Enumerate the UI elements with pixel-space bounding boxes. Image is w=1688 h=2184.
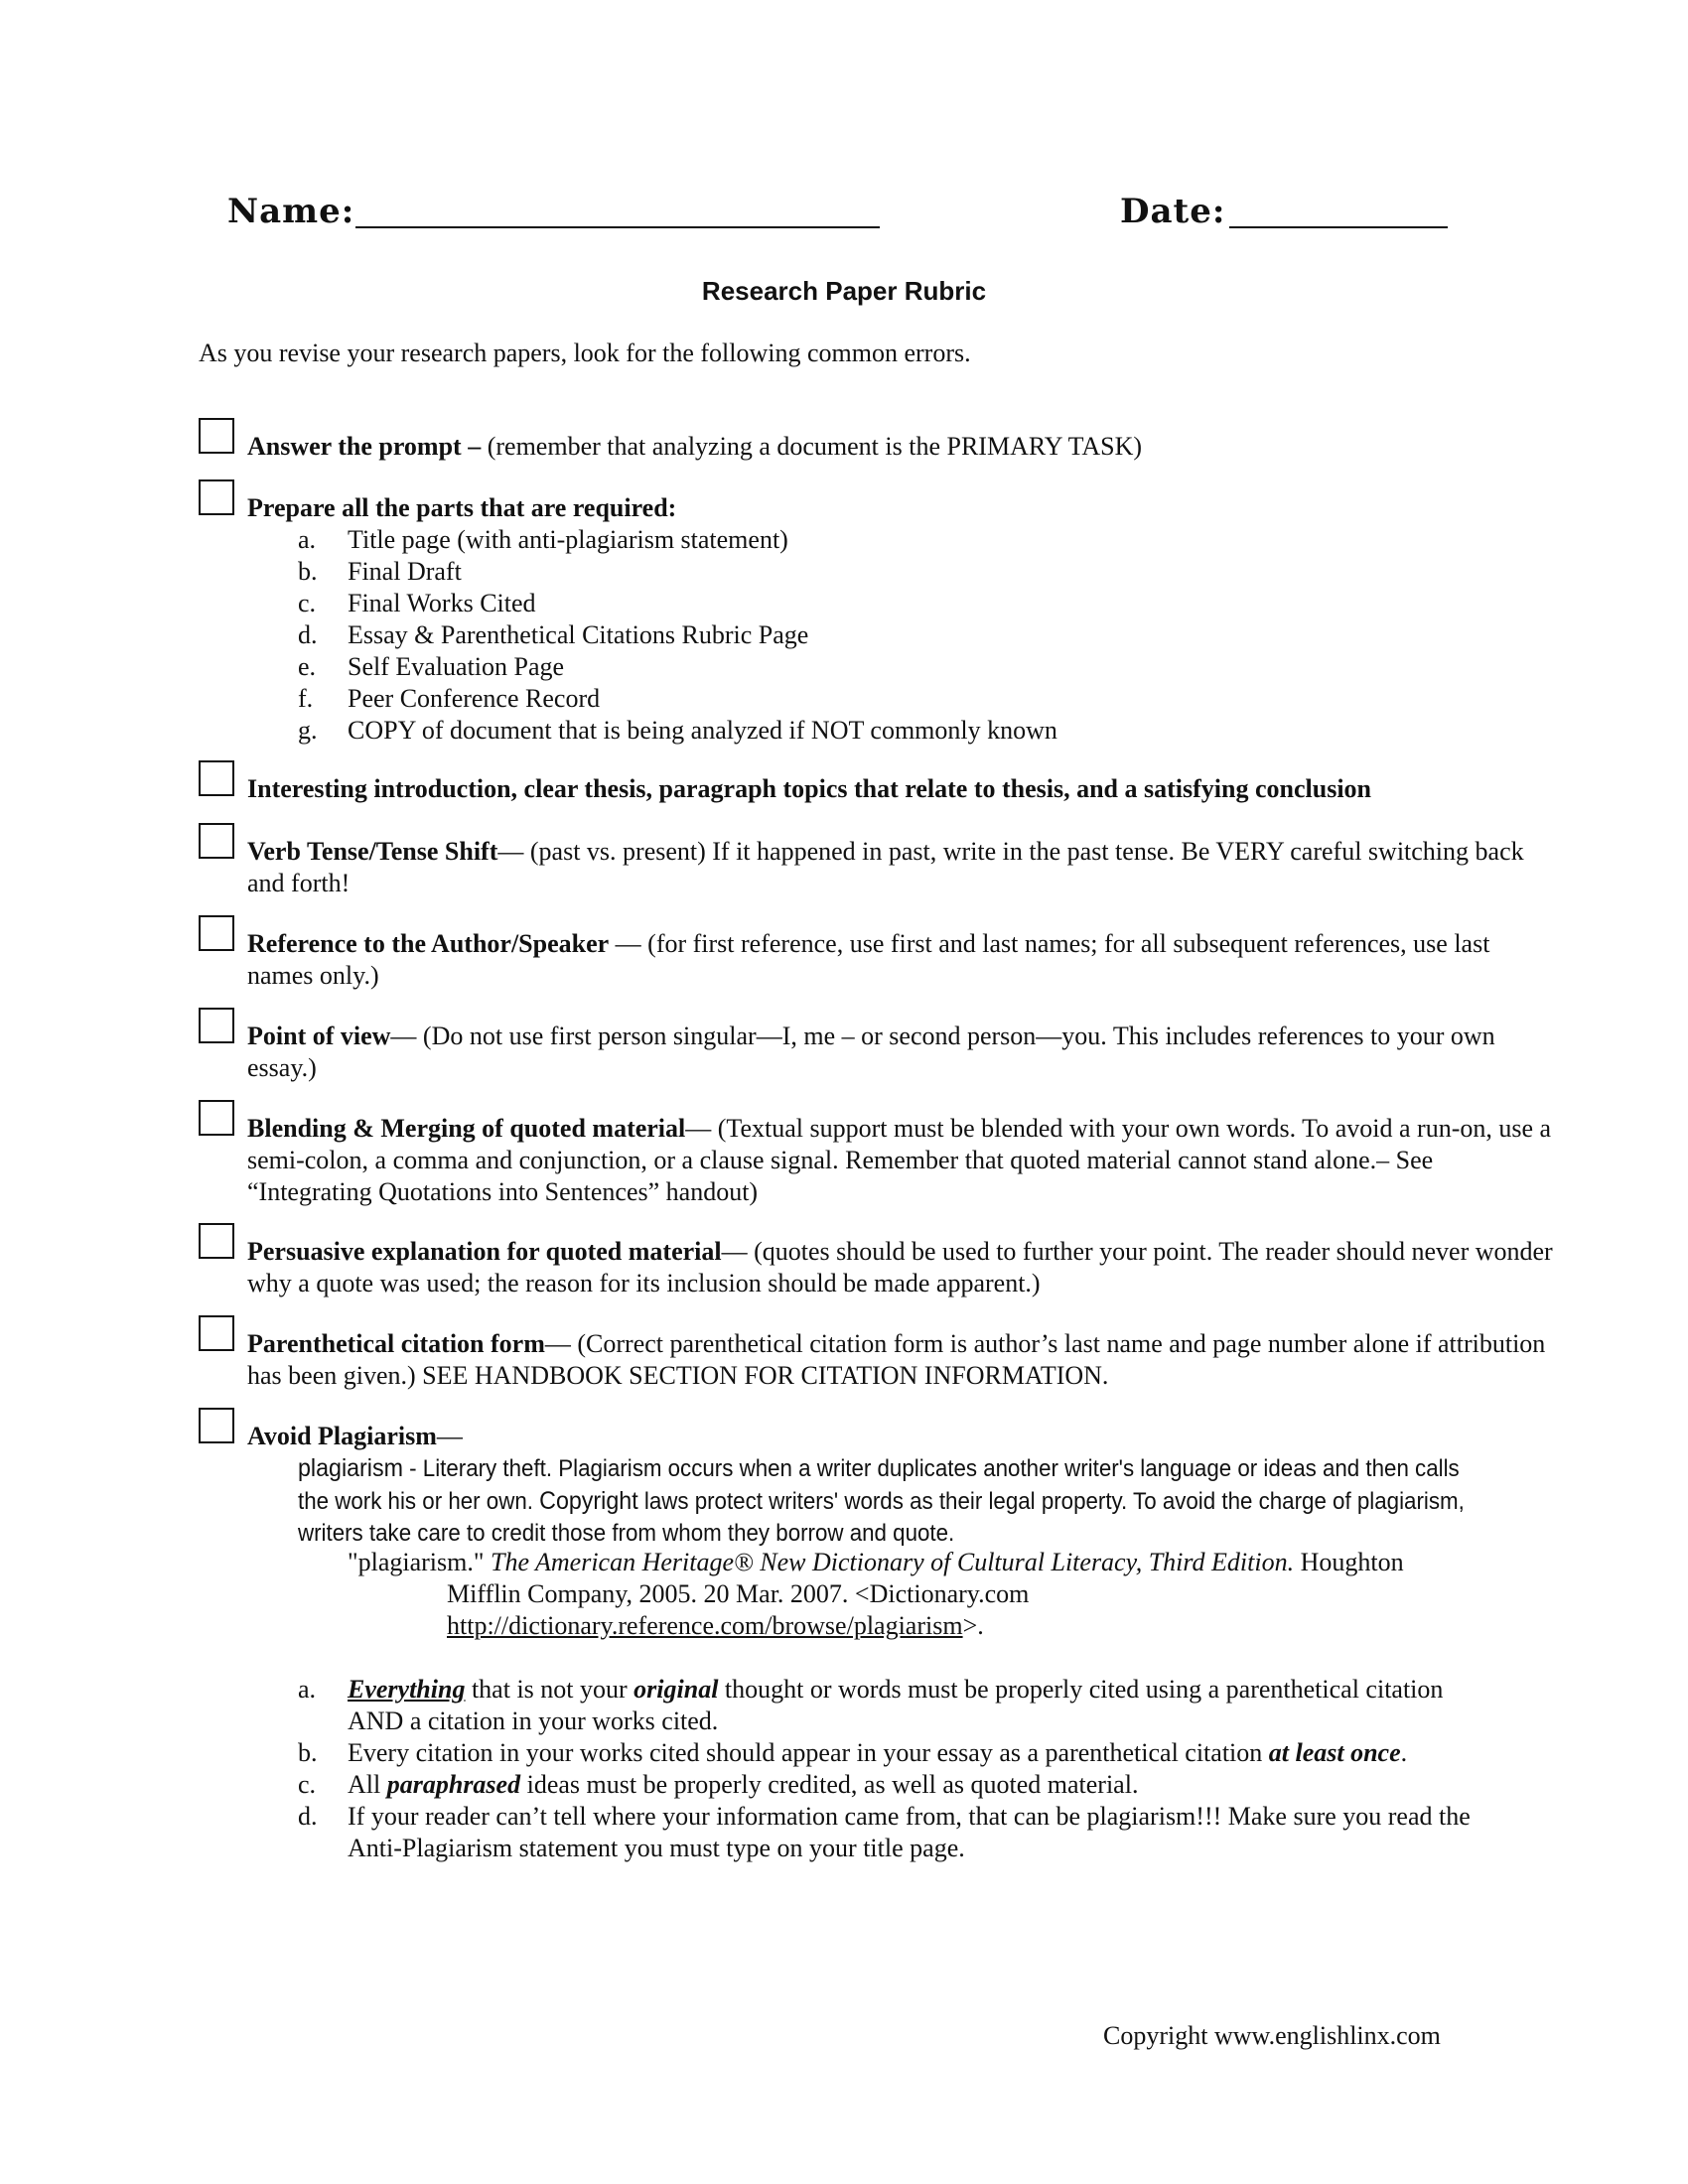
item-avoid-plagiarism: Avoid Plagiarism— (247, 1422, 463, 1450)
checkbox-answer-prompt[interactable] (199, 418, 234, 454)
citation-link[interactable]: http://dictionary.reference.com/browse/plagiarism (447, 1611, 963, 1640)
citation-line1: "plagiarism." The American Heritage® New Dictionary of Cultural Literacy, Third Edition. Houghton (348, 1548, 1404, 1576)
item-prepare-parts: Prepare all the parts that are required: (247, 493, 677, 522)
list-item: d. Essay & Parenthetical Citations Rubric Page (298, 620, 809, 649)
list-item: f. Peer Conference Record (298, 684, 601, 713)
list-item: c. All paraphrased ideas must be properly credited, as well as quoted material. (298, 1770, 1139, 1799)
checkbox-reference-author[interactable] (199, 915, 234, 951)
plagiarism-definition: plagiarism - Literary theft. Plagiarism occurs when a writer duplicates another writer's language or ideas and then calls the work his or her own. Copyright laws protect writers' words as their legal property. To avoid the charge of plagiarism, writers take care to credit those from whom they borrow and quote. (298, 1454, 1465, 1547)
name-label: Name: (227, 192, 355, 231)
date-field[interactable] (1229, 226, 1448, 228)
item-introduction: Interesting introduction, clear thesis, paragraph topics that relate to thesis, and a satisfying conclusion (247, 774, 1372, 803)
list-item: g. COPY of document that is being analyzed if NOT commonly known (298, 716, 1057, 745)
checkbox-persuasive-explanation[interactable] (199, 1223, 234, 1259)
item-point-of-view: Point of view— (Do not use first person singular—I, me – or second person—you. This includes references to your own essay.) (247, 1022, 1495, 1082)
checkbox-parenthetical-citation[interactable] (199, 1315, 234, 1351)
name-field[interactable] (355, 226, 880, 228)
checkbox-prepare-parts[interactable] (199, 479, 234, 515)
checkbox-blending-merging[interactable] (199, 1100, 234, 1136)
item-answer-prompt: Answer the prompt – (remember that analyzing a document is the PRIMARY TASK) (247, 432, 1143, 461)
checkbox-avoid-plagiarism[interactable] (199, 1408, 234, 1443)
list-item: d. If your reader can’t tell where your information came from, that can be plagiarism!!! Make sure you read the Anti-Plagiarism statement you must type on your title page. (298, 1802, 1471, 1862)
parts-list (298, 524, 1057, 747)
list-item: e. Self Evaluation Page (298, 652, 565, 681)
item-parenthetical-citation: Parenthetical citation form— (Correct parenthetical citation form is author’s last name and page number alone if attribution has been given.) SEE HANDBOOK SECTION FOR CITATION INFORMATION. (247, 1329, 1546, 1390)
checkbox-point-of-view[interactable] (199, 1008, 234, 1043)
list-item: a. Everything that is not your original thought or words must be properly cited using a parenthetical citation AND a citation in your works cited. (298, 1675, 1444, 1735)
list-item: b. Final Draft (298, 557, 462, 586)
list-item: c. Final Works Cited (298, 589, 536, 617)
list-item: b. Every citation in your works cited should appear in your essay as a parenthetical citation at least once. (298, 1738, 1408, 1767)
intro-text: As you revise your research papers, look for the following common errors. (199, 339, 971, 367)
list-item: a. Title page (with anti-plagiarism statement) (298, 525, 788, 554)
citation-line2: Mifflin Company, 2005. 20 Mar. 2007. <Dictionary.com (447, 1579, 1030, 1608)
checkbox-verb-tense[interactable] (199, 823, 234, 859)
checkbox-introduction[interactable] (199, 760, 234, 796)
date-label: Date: (1120, 192, 1226, 231)
item-verb-tense: Verb Tense/Tense Shift— (past vs. present) If it happened in past, write in the past tense. Be VERY careful switching back and forth! (247, 837, 1524, 897)
item-reference-author: Reference to the Author/Speaker — (for first reference, use first and last names; for all subsequent references, use last names only.) (247, 929, 1490, 990)
page-title: Research Paper Rubric (701, 276, 987, 306)
item-persuasive-explanation: Persuasive explanation for quoted material— (quotes should be used to further your point. The reader should never wonder why a quote was used; the reason for its inclusion should be made apparent.) (247, 1237, 1553, 1297)
citation-line3: http://dictionary.reference.com/browse/plagiarism>. (447, 1611, 984, 1640)
footer-copyright: Copyright www.englishlinx.com (1103, 2021, 1441, 2050)
plagiarism-points (298, 1674, 1489, 1864)
item-blending-merging: Blending & Merging of quoted material— (Textual support must be blended with your own words. To avoid a run-on, use a semi-colon, a comma and conjunction, or a clause signal. Remember that quoted material cannot stand alone.– See “Integrating Quotations into Sentences” handout) (247, 1114, 1552, 1206)
